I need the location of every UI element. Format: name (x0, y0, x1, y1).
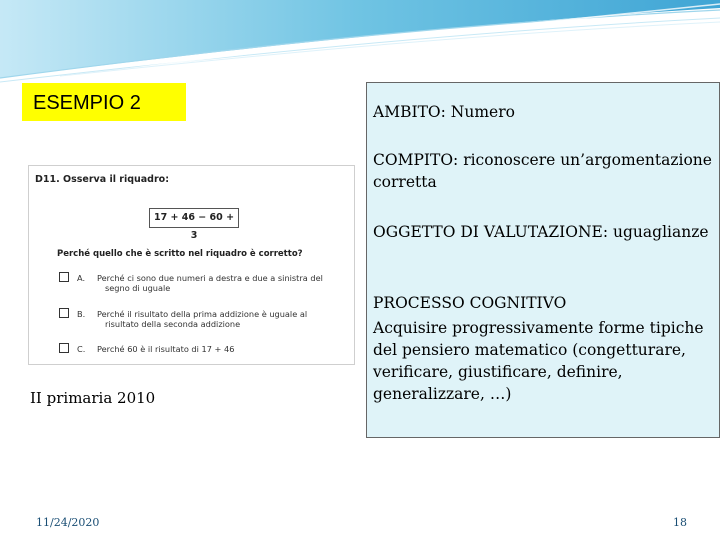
checkbox-icon (59, 343, 69, 353)
checkbox-icon (59, 272, 69, 282)
ambito-value: Numero (445, 103, 515, 121)
decorative-wave-banner (0, 0, 720, 90)
oggetto-label: OGGETTO DI VALUTAZIONE: (373, 223, 609, 241)
compito-line (373, 149, 713, 193)
info-panel (366, 82, 720, 438)
oggetto-value: uguaglianze (608, 223, 709, 241)
option-c: C. Perché 60 è il risultato di 17 + 46 (59, 343, 234, 354)
exercise-title: D11. Osserva il riquadro: (35, 174, 169, 185)
processo-label: PROCESSO COGNITIVO (373, 294, 567, 312)
compito-label: COMPITO: (373, 151, 459, 169)
ambito-line (373, 101, 713, 123)
page-number: 18 (673, 516, 687, 529)
exercise-question: Perché quello che è scritto nel riquadro è corretto? (57, 249, 303, 259)
exercise-image (28, 165, 355, 365)
footer-date: 11/24/2020 (36, 516, 100, 529)
option-b: B. Perché il risultato della prima addizione è uguale al risultato della seconda addizione (59, 308, 307, 329)
processo-value: Acquisire progressivamente forme tipiche del pensiero matematico (congetturare, verificare, giustificare, definire, generalizzare, …) (373, 319, 704, 403)
checkbox-icon (59, 308, 69, 318)
oggetto-line (373, 221, 713, 243)
exercise-expression-box: 17 + 46 − 60 + 3 (149, 208, 239, 228)
compito-value: riconoscere un’argomentazione corretta (373, 151, 712, 191)
grade-caption: II primaria 2010 (30, 389, 156, 407)
ambito-label: AMBITO: (373, 103, 446, 121)
option-a: A. Perché ci sono due numeri a destra e due a sinistra del segno di uguale (59, 272, 323, 293)
example-label: ESEMPIO 2 (33, 92, 141, 114)
